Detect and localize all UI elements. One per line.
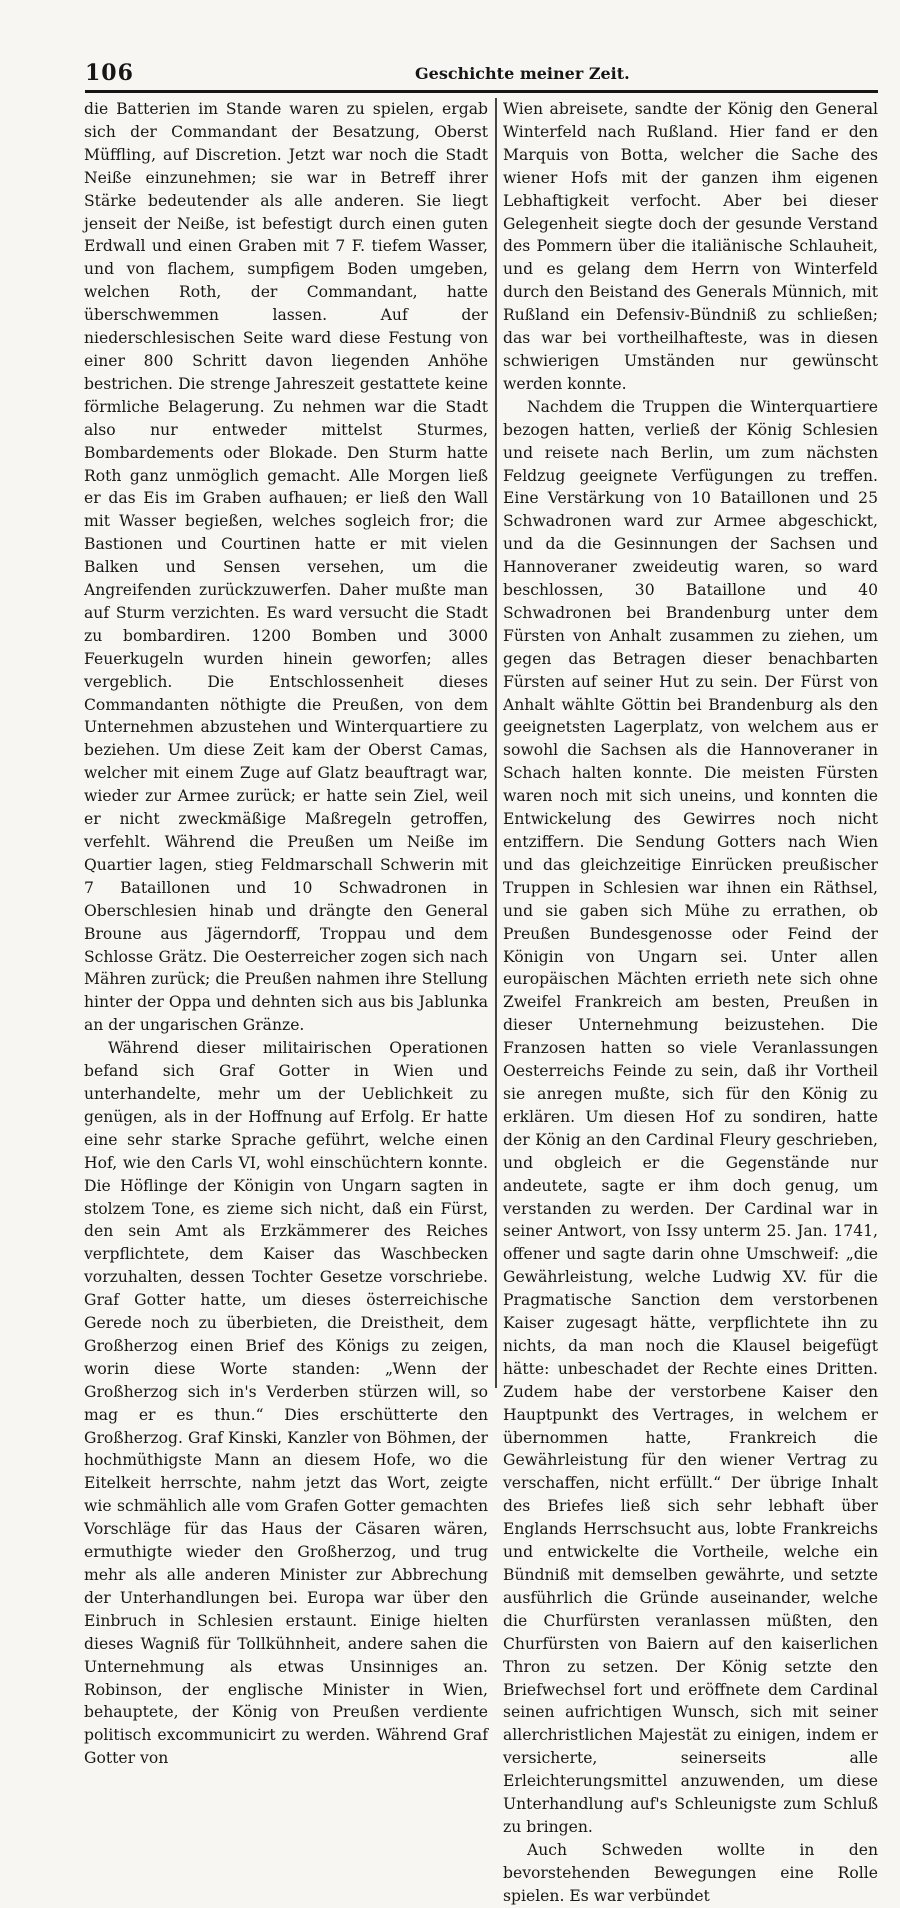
paragraph: Auch Schweden wollte in den bevorstehenden Bewegungen eine Rolle spielen. Es war verbündet (503, 1840, 878, 1905)
paragraph: die Batterien im Stande waren zu spielen, ergab sich der Commandant der Besatzung, Oberst Müffling, auf Discretion. Jetzt war noch die Stadt Neiße einzunehmen; sie war in Betreff ihrer Stärke bedeutender als alle anderen. Sie liegt jenseit der Neiße, ist befestigt durch einen guten Erdwall und einen Graben mit 7 F. tiefem Wasser, und von flachem, sumpfigem Boden umgeben, welchen Roth, der Commandant, hatte überschwemmen lassen. Auf der niederschlesischen Seite ward diese Festung von einer 800 Schritt davon liegenden Anhöhe bestrichen. Die strenge Jahreszeit gestattete keine förmliche Belagerung. Zu nehmen war die Stadt also nur entweder mittelst Sturmes, Bombardements oder Blokade. Den Sturm hatte Roth ganz unmöglich gemacht. Alle Morgen ließ er das Eis im Graben aufhauen; er ließ den Wall mit Wasser begießen, welches sogleich fror; die Bastionen und Courtinen hatte er mit vielen Balken und Sensen versehen, um die Angreifenden zurückzuwerfen. Daher mußte man auf Sturm verzichten. Es ward versucht die Stadt zu bombardiren. 1200 Bomben und 3000 Feuerkugeln wurden hinein geworfen; alles vergeblich. Die Entschlossenheit dieses Commandanten nöthigte die Preußen, von dem Unternehmen abzustehen und Winterquartiere zu beziehen. Um diese Zeit kam der Oberst Camas, welcher mit einem Zuge auf Glatz beauftragt war, wieder zur Armee zurück; er hatte sein Ziel, weil er nicht zweckmäßige Maßregeln getroffen, verfehlt. Während die Preußen um Neiße im Quartier lagen, stieg Feldmarschall Schwerin mit 7 Bataillonen und 10 Schwadronen in Oberschlesien hinab und drängte den General Broune aus Jägerndorff, Troppau und dem Schlosse Grätz. Die Oesterreicher zogen sich nach Mähren zurück; die Preußen nahmen ihre Stellung hinter der Oppa und dehnten sich aus bis Jablunka an der ungarischen Gränze. (84, 100, 488, 1035)
left-column (84, 98, 488, 1770)
paragraph: Wien abreisete, sandte der König den General Winterfeld nach Rußland. Hier fand er den Marquis von Botta, welcher die Sache des wiener Hofs mit der ganzen ihm eigenen Lebhaftigkeit verfocht. Aber bei dieser Gelegenheit siegte doch der gesunde Verstand des Pommern über die italiänische Schlauheit, und es gelang dem Herrn von Winterfeld durch den Beistand des Generals Münnich, mit Rußland ein Defensiv-Bündniß zu schließen; das war bei vortheilhafteste, was in diesen schwierigen Umständen nur gewünscht werden konnte. (503, 100, 878, 393)
column-divider (495, 98, 497, 1388)
header-rule (85, 90, 878, 93)
page-number: 106 (85, 60, 134, 86)
paragraph: Während dieser militairischen Operationen befand sich Graf Gotter in Wien und unterhandelte, mehr um der Ueblichkeit zu genügen, als in der Hoffnung auf Erfolg. Er hatte eine sehr starke Sprache geführt, welche einen Hof, wie den Carls VI, wohl einschüchtern konnte. Die Höflinge der Königin von Ungarn sagten in stolzem Tone, es zieme sich nicht, daß ein Fürst, den sein Amt als Erzkämmerer des Reiches verpflichtete, dem Kaiser das Waschbecken vorzuhalten, dessen Tochter Gesetze vorschriebe. Graf Gotter hatte, um dieses österreichische Gerede noch zu überbieten, die Dreistheit, dem Großherzog einen Brief des Königs zu zeigen, worin diese Worte standen: „Wenn der Großherzog sich in's Verderben stürzen will, so mag er es thun.“ Dies erschütterte den Großherzog. Graf Kinski, Kanzler von Böhmen, der hochmüthigste Mann an diesem Hofe, wo die Eitelkeit herrschte, nahm jetzt das Wort, zeigte wie schmählich alle vom Grafen Gotter gemachten Vorschläge für das Haus der Cäsaren wären, ermuthigte wieder den Großherzog, und trug mehr als alle anderen Minister zur Abbrechung der Unterhandlungen bei. Europa war über den Einbruch in Schlesien erstaunt. Einige hielten dieses Wagniß für Tollkühnheit, andere sahen die Unternehmung als etwas Unsinniges an. Robinson, der englische Minister in Wien, behauptete, der König von Preußen verdiente politisch excommunicirt zu werden. Während Graf Gotter von (84, 1039, 488, 1768)
running-title: Geschichte meiner Zeit. (415, 64, 630, 83)
page-header (85, 60, 860, 84)
right-column (503, 98, 878, 1908)
paragraph: Nachdem die Truppen die Winterquartiere bezogen hatten, verließ der König Schlesien und reisete nach Berlin, um zum nächsten Feldzug geeignete Verfügungen zu treffen. Eine Verstärkung von 10 Bataillonen und 25 Schwadronen ward zur Armee abgeschickt, und da die Gesinnungen der Sachsen und Hannoveraner zweideutig waren, so ward beschlossen, 30 Bataillone und 40 Schwadronen bei Brandenburg unter dem Fürsten von Anhalt zusammen zu ziehen, um gegen das Betragen dieser benachbarten Fürsten auf seiner Hut zu sein. Der Fürst von Anhalt wählte Göttin bei Brandenburg als den geeignetsten Lagerplatz, von welchem aus er sowohl die Sachsen als die Hannoveraner in Schach halten konnte. Die meisten Fürsten waren noch mit sich uneins, und konnten die Entwickelung des Gewirres noch nicht entziffern. Die Sendung Gotters nach Wien und das gleichzeitige Einrücken preußischer Truppen in Schlesien war ihnen ein Räthsel, und sie gaben sich Mühe zu errathen, ob Preußen Bundesgenosse oder Feind der Königin von Ungarn sei. Unter allen europäischen Mächten errieth nete sich ohne Zweifel Frankreich am besten, Preußen in dieser Unternehmung beizustehen. Die Franzosen hatten so viele Veranlassungen Oesterreichs Feinde zu sein, daß ihr Vortheil sie anregen mußte, sich für den König zu erklären. Um diesen Hof zu sondiren, hatte der König an den Cardinal Fleury geschrieben, und obgleich er die Gegenstände nur andeutete, sagte er ihm doch genug, um verstanden zu werden. Der Cardinal war in seiner Antwort, von Issy unterm 25. Jan. 1741, offener und sagte darin ohne Umschweif: „die Gewährleistung, welche Ludwig XV. für die Pragmatische Sanction dem verstorbenen Kaiser zugesagt hätte, verpflichtete ihn zu nichts, da man noch die Klausel beigefügt hätte: unbeschadet der Rechte eines Dritten. Zudem habe der verstorbene Kaiser den Hauptpunkt des Vertrages, in welchem er übernommen hatte, Frankreich die Gewährleistung für den wiener Vertrag zu verschaffen, nicht erfüllt.“ Der übrige Inhalt des Briefes ließ sich sehr lebhaft über Englands Herrschsucht aus, lobte Frankreichs und entwickelte die Vortheile, welche ein Bündniß mit demselben gewährte, und setzte ausführlich die Gründe auseinander, welche die Churfürsten veranlassen müßten, den Churfürsten von Baiern auf den kaiserlichen Thron zu setzen. Der König setzte den Briefwechsel fort und eröffnete dem Cardinal seinen aufrichtigen Wunsch, sich mit seiner allerchristlichen Majestät zu einigen, indem er versicherte, seinerseits alle Erleichterungsmittel anzuwenden, um diese Unterhandlung auf's Schleunigste zum Schluß zu bringen. (503, 397, 878, 1836)
